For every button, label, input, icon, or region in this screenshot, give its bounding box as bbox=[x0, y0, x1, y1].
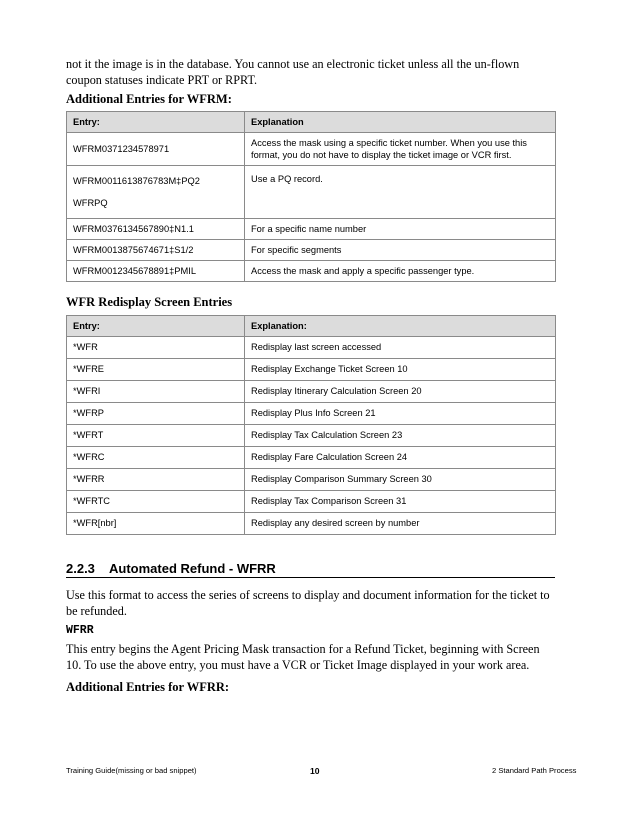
table-row bbox=[67, 261, 556, 282]
section-number: 2.2.3 bbox=[66, 561, 95, 576]
explanation-cell: Redisplay Plus Info Screen 21 bbox=[245, 403, 556, 425]
wfr-redisplay-heading: WFR Redisplay Screen Entries bbox=[66, 295, 233, 309]
explanation-cell: Redisplay Fare Calculation Screen 24 bbox=[245, 447, 556, 469]
table-header-row bbox=[67, 112, 556, 133]
table-row bbox=[67, 240, 556, 261]
section-heading-2-2-3 bbox=[66, 561, 555, 578]
column-header-entry: Entry: bbox=[67, 112, 245, 133]
column-header-entry: Entry: bbox=[67, 316, 245, 337]
entry-cell: WFRM0013875674671‡S1/2 bbox=[67, 240, 245, 261]
explanation-cell: Redisplay Tax Comparison Screen 31 bbox=[245, 491, 556, 513]
explanation-cell: Redisplay Exchange Ticket Screen 10 bbox=[245, 359, 556, 381]
column-header-explanation: Explanation: bbox=[245, 316, 556, 337]
explanation-cell: Access the mask using a specific ticket number. When you use this format, you do not have to display the ticket image or VCR first. bbox=[245, 133, 556, 166]
intro-paragraph: not it the image is in the database. You cannot use an electronic ticket unless all the un-flown coupon statuses indicate PRT or RPRT. bbox=[66, 57, 520, 87]
explanation-cell: For specific segments bbox=[245, 240, 556, 261]
entry-cell: WFRM0371234578971 bbox=[67, 133, 245, 166]
page-number: 10 bbox=[310, 766, 320, 776]
table-row bbox=[67, 513, 556, 535]
entry-cell: *WFR[nbr] bbox=[67, 513, 245, 535]
footer-left-text: Training Guide(missing or bad snippet) bbox=[66, 766, 197, 775]
entry-cell: *WFRR bbox=[67, 469, 245, 491]
column-header-explanation: Explanation bbox=[245, 112, 556, 133]
wfrr-entries-heading: Additional Entries for WFRR: bbox=[66, 680, 230, 694]
wfrm-entries-heading: Additional Entries for WFRM: bbox=[66, 92, 232, 106]
table-row bbox=[67, 219, 556, 240]
table-row bbox=[67, 469, 556, 491]
refund-description-paragraph: This entry begins the Agent Pricing Mask transaction for a Refund Ticket, beginning with Screen 10. To use the above entry, you must have a VCR or Ticket Image displayed in your work area. bbox=[66, 642, 540, 672]
entry-cell: *WFRE bbox=[67, 359, 245, 381]
wfr-redisplay-table bbox=[66, 315, 556, 535]
table-row bbox=[67, 359, 556, 381]
entry-cell: *WFRT bbox=[67, 425, 245, 447]
explanation-cell: Redisplay Comparison Summary Screen 30 bbox=[245, 469, 556, 491]
explanation-cell: Redisplay Tax Calculation Screen 23 bbox=[245, 425, 556, 447]
entry-cell: *WFRP bbox=[67, 403, 245, 425]
explanation-cell: Redisplay any desired screen by number bbox=[245, 513, 556, 535]
entry-cell: WFRM0376134567890‡N1.1 bbox=[67, 219, 245, 240]
entry-cell: *WFR bbox=[67, 337, 245, 359]
explanation-cell: Use a PQ record. bbox=[245, 166, 556, 219]
section-title: Automated Refund - WFRR bbox=[109, 561, 276, 576]
explanation-cell: Redisplay last screen accessed bbox=[245, 337, 556, 359]
wfrr-entry-format: WFRR bbox=[66, 624, 94, 637]
table-row bbox=[67, 425, 556, 447]
table-row bbox=[67, 337, 556, 359]
table-row bbox=[67, 491, 556, 513]
table-header-row bbox=[67, 316, 556, 337]
table-row bbox=[67, 403, 556, 425]
entry-line: WFRM0011613876783M‡PQ2 bbox=[73, 175, 200, 186]
table-row bbox=[67, 166, 556, 219]
explanation-cell: Redisplay Itinerary Calculation Screen 20 bbox=[245, 381, 556, 403]
entry-line: WFRPQ bbox=[73, 198, 108, 208]
table-row bbox=[67, 133, 556, 166]
refund-intro-paragraph: Use this format to access the series of screens to display and document information for the ticket to be refunded. bbox=[66, 588, 550, 618]
table-row bbox=[67, 381, 556, 403]
footer-right-text: 2 Standard Path Process bbox=[492, 766, 577, 775]
table-row bbox=[67, 447, 556, 469]
entry-cell: *WFRC bbox=[67, 447, 245, 469]
entry-cell: *WFRTC bbox=[67, 491, 245, 513]
entry-cell: WFRM0012345678891‡PMIL bbox=[67, 261, 245, 282]
explanation-cell: Access the mask and apply a specific passenger type. bbox=[245, 261, 556, 282]
wfrm-entries-table bbox=[66, 111, 556, 282]
entry-cell bbox=[67, 166, 245, 219]
entry-cell: *WFRI bbox=[67, 381, 245, 403]
explanation-cell: For a specific name number bbox=[245, 219, 556, 240]
